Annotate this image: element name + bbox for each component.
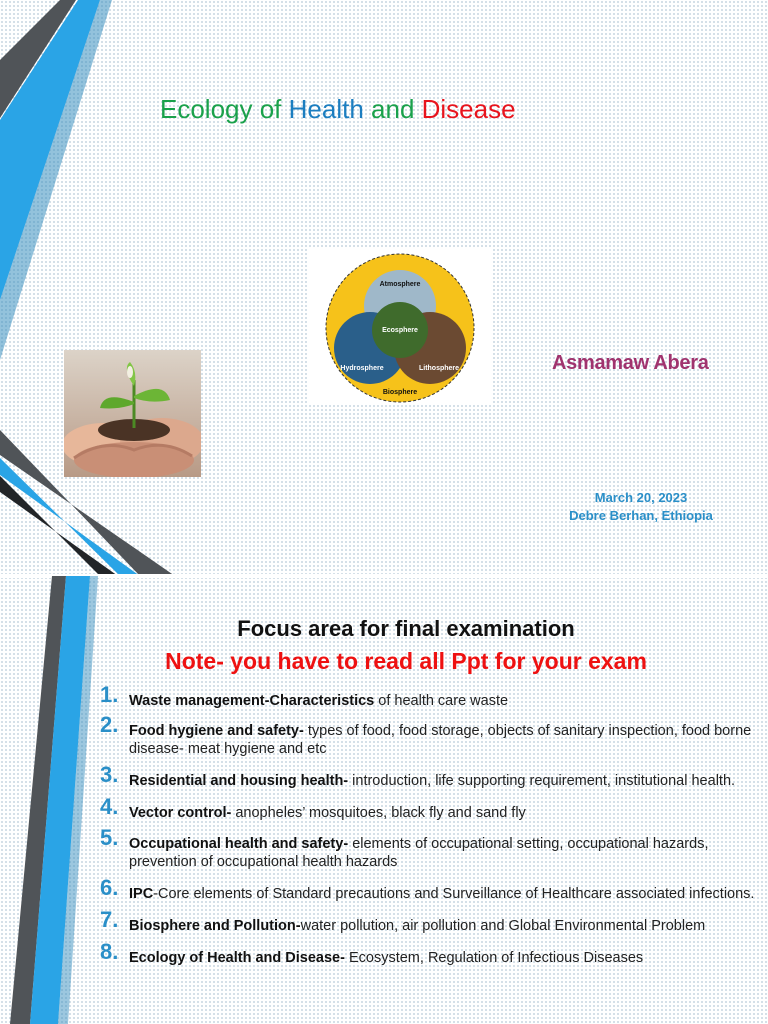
list-item-text: anopheles’ mosquitoes, black fly and sand fly	[231, 805, 526, 821]
exam-note: Note- you have to read all Ppt for your exam	[165, 648, 647, 674]
list-item-number: 7.	[100, 907, 119, 932]
author-name: Asmamaw Abera	[552, 352, 709, 374]
title-part-4: Disease	[421, 94, 516, 124]
venn-label-biosphere: Biosphere	[382, 389, 418, 396]
list-item-text: introduction, life supporting requirement, institutional health.	[348, 773, 736, 789]
list-item-number: 1.	[100, 682, 119, 707]
list-item-heading: IPC	[129, 886, 154, 902]
list-item	[100, 939, 760, 967]
focus-topic-list	[100, 682, 760, 967]
list-item-heading: Waste management-Characteristics	[129, 693, 375, 709]
list-item-text: -Core elements of Standard precautions and Surveillance of Healthcare associated infections.	[153, 886, 755, 902]
list-item-heading: Occupational health and safety-	[129, 836, 349, 852]
focus-area-title: Focus area for final examination	[237, 616, 575, 641]
list-item-heading: Food hygiene and safety-	[129, 723, 304, 739]
date-location-block	[556, 489, 726, 525]
list-item-heading: Biosphere and Pollution-	[129, 918, 301, 934]
list-item	[100, 682, 760, 710]
presentation-location: Debre Berhan, Ethiopia	[569, 508, 713, 523]
list-item-text: of health care waste	[374, 693, 509, 709]
list-item-heading: Ecology of Health and Disease-	[129, 950, 345, 966]
venn-label-hydrosphere: Hydrosphere	[340, 365, 384, 372]
list-item	[100, 907, 760, 935]
title-part-1: Ecology of	[160, 94, 289, 124]
list-item-text: types of food, food storage, objects of sanitary inspection, food borne disease- meat hygiene and etc	[129, 723, 752, 757]
list-item-number: 2.	[100, 712, 119, 737]
slide-title-heading	[160, 94, 516, 125]
venn-label-ecosphere: Ecosphere	[382, 327, 418, 334]
list-item-heading: Residential and housing health-	[129, 773, 349, 789]
venn-label-lithosphere: Lithosphere	[418, 365, 460, 372]
list-item-number: 6.	[100, 875, 119, 900]
ecosphere-venn-diagram	[308, 248, 492, 404]
list-item	[100, 825, 760, 871]
title-part-2: Health	[288, 94, 364, 124]
venn-label-atmosphere: Atmosphere	[379, 281, 421, 288]
list-item-text: water pollution, air pollution and Global Environmental Problem	[300, 918, 706, 934]
list-item	[100, 794, 760, 822]
list-item	[100, 712, 760, 758]
list-item-number: 8.	[100, 939, 119, 964]
list-item-text: elements of occupational setting, occupational hazards, prevention of occupational health hazards	[129, 836, 709, 870]
list-item	[100, 762, 760, 790]
list-item-number: 3.	[100, 762, 119, 787]
seedling-in-hands-photo	[64, 350, 201, 477]
title-part-3: and	[363, 94, 422, 124]
list-item-number: 5.	[100, 825, 119, 850]
presentation-date: March 20, 2023	[594, 490, 688, 505]
list-item-text: Ecosystem, Regulation of Infectious Diseases	[344, 950, 644, 966]
slide-focus-areas	[0, 576, 768, 1024]
list-item-number: 4.	[100, 794, 119, 819]
list-item-heading: Vector control-	[129, 805, 232, 821]
list-item	[100, 875, 760, 903]
